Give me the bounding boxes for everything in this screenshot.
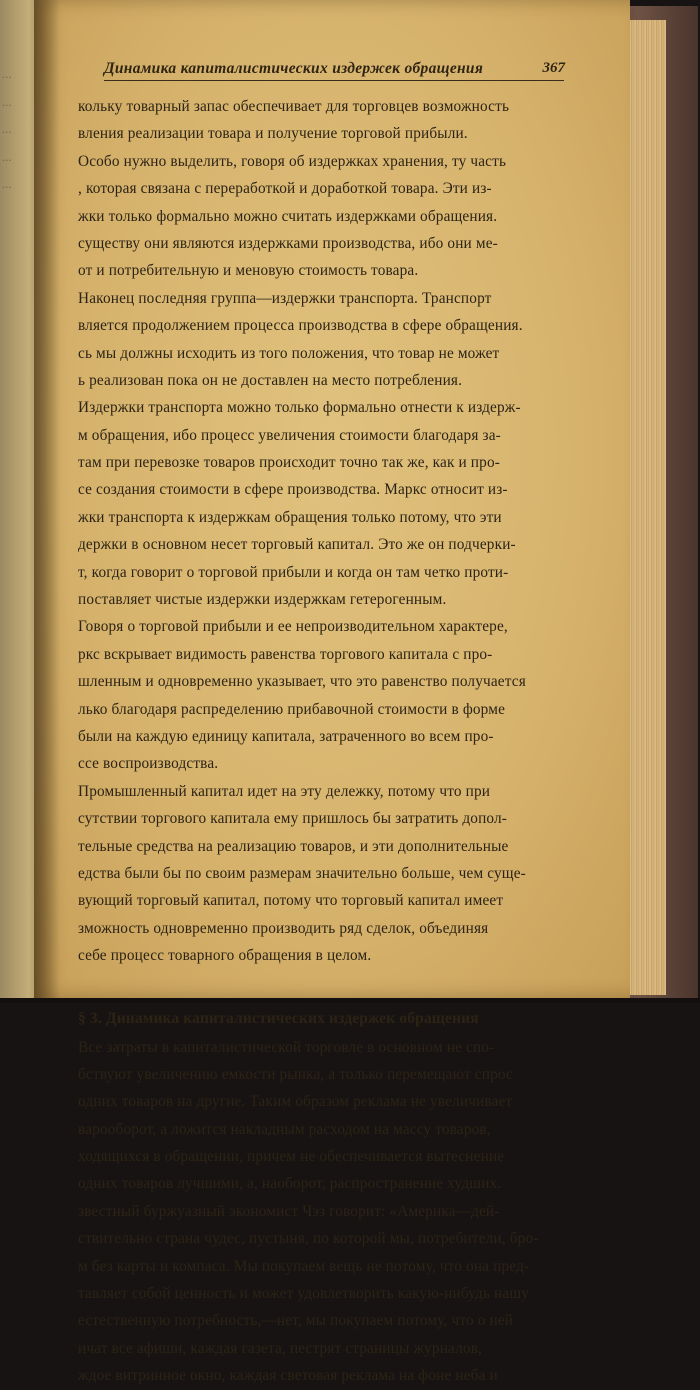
text-line: зможность одновременно производить ряд сделок, объединяя [78,919,489,937]
text-line: существу они являются издержками производства, ибо они ме- [78,234,498,252]
text-line: ь реализован пока он не доставлен на место потребления. [78,371,463,389]
text-line: Издержки транспорта можно только формально отнести к издерж- [78,399,521,417]
text-line: звестный буржуазный экономист Чэз говорит: «Америка—дей- [78,1202,500,1220]
text-line: ркс вскрывает видимость равенства торгового капитала с про- [78,645,493,663]
text-line: едства были бы по своим размерам значительно больше, чем суще- [78,864,526,882]
text-line: жки транспорта к издержкам обращения только потому, что эти [78,508,502,526]
text-line: Наконец последняя группа—издержки транспорта. Транспорт [78,289,492,307]
text-line: Промышленный капитал идет на эту дележку, потому что при [78,782,491,800]
text-line: тавляет собой ценность и может удовлетворить какую-нибудь нашу [78,1285,530,1303]
text-line: были на каждую единицу капитала, затраченного во всем про- [78,727,494,745]
text-line: се создания стоимости в сфере производства. Маркс относит из- [78,481,508,499]
text-line: ствительно страна чудес, пустыня, по которой мы, потребители, бро- [78,1230,539,1248]
text-line: там при перевозке товаров происходит точно так же, как и про- [78,454,500,472]
text-line: одних товаров на другие. Таким образом реклама не увеличивает [78,1093,513,1111]
text-line: ждое витринное окно, каждая световая реклама на фоне неба и [78,1367,498,1385]
text-line: жки только формально можно считать издержками обращения. [78,207,498,225]
left-page-text: ... ... ... ... ... [2,66,12,191]
text-line: вующий торговый капитал, потому что торговый капитал имеет [78,892,504,910]
text-line: м обращения, ибо процесс увеличения стоимости благодаря за- [78,426,501,444]
text-line: ходящихся в обращении, причем не обеспечивается вытеснение [78,1148,505,1166]
text-line: , которая связана с переработкой и доработкой товара. Эти из- [78,180,492,198]
text-line: кольку товарный запас обеспечивает для торговцев возможность [78,98,510,115]
text-line: лько благодаря распределению прибавочной стоимости в форме [78,700,506,718]
body-text [78,93,578,1390]
text-line: вления реализации товара и получение торговой прибыли. [78,125,468,143]
text-line: ссе воспроизводства. [78,755,219,773]
text-line: себе процесс товарного обращения в целом. [78,947,372,965]
section-heading: § 3. Динамика капиталистических издержек обращения [78,1009,479,1027]
text-line: сь мы должны исходить из того положения, что товар не может [78,344,500,362]
text-line: тельные средства на реализацию товаров, и эти дополнительные [78,837,509,855]
text-line: поставляет чистые издержки издержкам гетерогенным. [78,591,447,609]
text-line: ичат все афиши, каждая газета, пестрят страницы журналов, [78,1339,483,1357]
text-line: Все затраты в капиталистической торговле в основном не спо- [78,1038,495,1056]
text-line: вляется продолжением процесса производства в сфере обращения. [78,317,523,335]
text-line: Говоря о торговой прибыли и ее непроизводительном характере, [78,618,508,636]
text-line: т, когда говорит о торговой прибыли и когда он там четко проти- [78,563,509,581]
text-line: Особо нужно выделить, говоря об издержках хранения, ту часть [78,152,507,170]
text-line: естественную потребность,—нет, мы покупаем потому, что о ней [78,1312,514,1330]
text-line: шленным и одновременно указывает, что это равенство получается [78,673,526,691]
text-line: сутствии торгового капитала ему пришлось бы затратить допол- [78,810,508,828]
text-line: от и потребительную и меновую стоимость товара. [78,262,419,280]
running-title: Динамика капиталистических издержек обращения [104,60,484,77]
text-line: бствуют увеличению емкости рынка, а только перемещают спрос [78,1065,513,1083]
bottom-background [0,998,700,1003]
page-number: 367 [542,60,565,76]
text-line: одних товаров лучшими, а, наоборот, распространение худших. [78,1175,502,1193]
header-rule [104,80,564,81]
book-page [34,0,630,1385]
text-line: варооборот, а ложится накладным расходом на массу товаров, [78,1120,491,1138]
text-line: держки в основном несет торговый капитал. Это же он подчерки- [78,536,516,554]
text-line: м без карты и компаса. Мы покупаем вещь не потому, что она пред- [78,1257,530,1275]
